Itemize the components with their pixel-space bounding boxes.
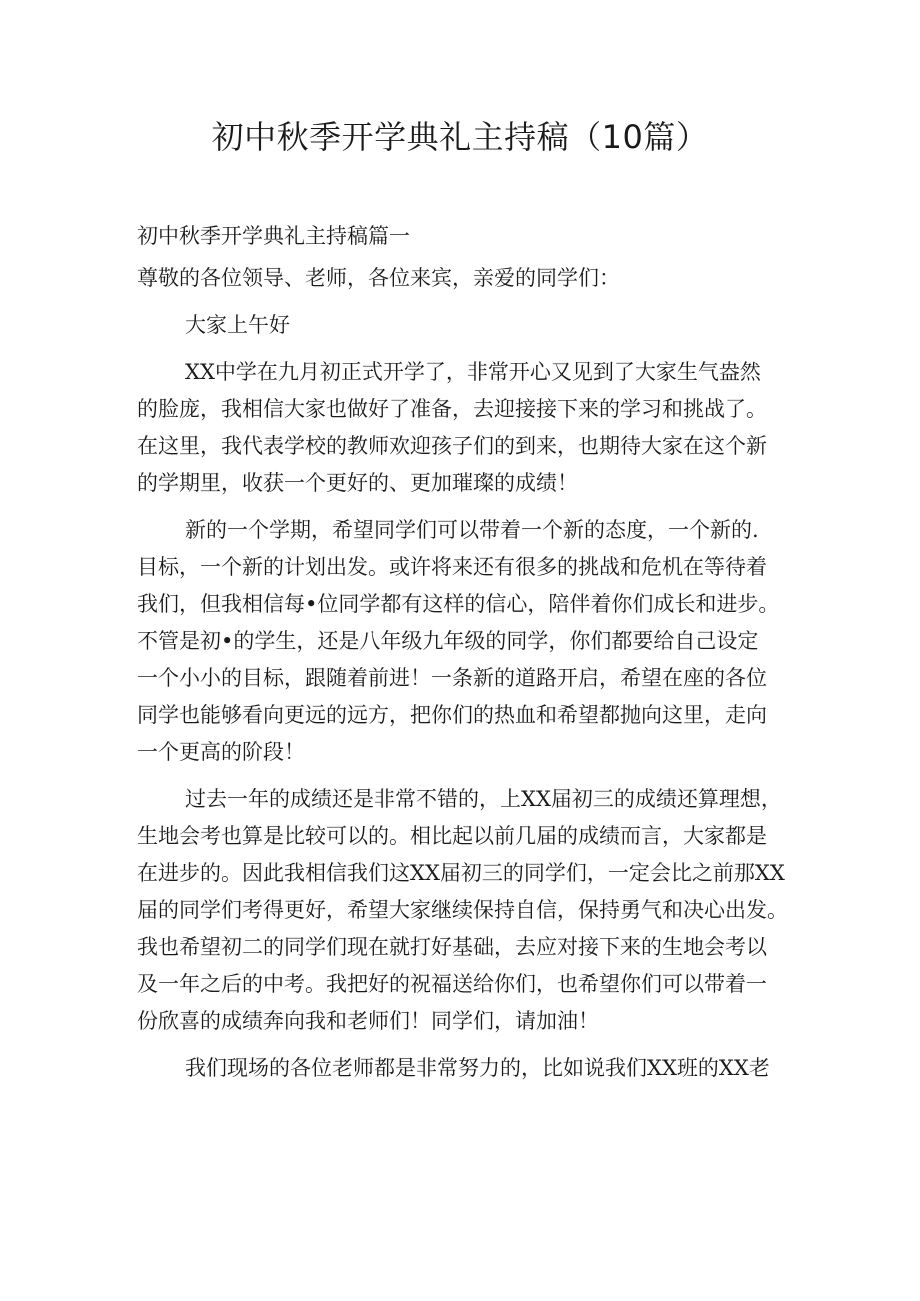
paragraph-line: 一个小小的目标，跟随着前进！一条新的道路开启，希望在座的各位 xyxy=(137,666,767,690)
paragraph-line: 届的同学们考得更好，希望大家继续保持自信，保持勇气和决心出发。 xyxy=(137,898,788,922)
greeting: 大家上午好 xyxy=(185,313,290,337)
document-title: 初中秋季开学典礼主持稿（10篇） xyxy=(211,118,709,156)
paragraph-line: 过去一年的成绩还是非常不错的，上XX届初三的成绩还算理想， xyxy=(185,787,782,811)
paragraph-line: 在进步的。因此我相信我们这XX届初三的同学们，一定会比之前那XX xyxy=(137,861,785,885)
paragraph-line: 我们现场的各位老师都是非常努力的，比如说我们XX班的XX老 xyxy=(185,1056,770,1080)
paragraph-line: 一个更高的阶段！ xyxy=(137,740,305,764)
paragraph-line: 及一年之后的中考。我把好的祝福送给你们，也希望你们可以带着一 xyxy=(137,972,767,996)
paragraph-line: 新的一个学期，希望同学们可以带着一个新的态度，一个新的. xyxy=(185,518,759,542)
paragraph-line: 的学期里，收获一个更好的、更加璀璨的成绩！ xyxy=(137,471,578,495)
paragraph-line: 目标，一个新的计划出发。或许将来还有很多的挑战和危机在等待着 xyxy=(137,555,767,579)
paragraph-line: 同学也能够看向更远的远方，把你们的热血和希望都抛向这里，走向 xyxy=(137,703,767,727)
paragraph-line: 不管是初•的学生，还是八年级九年级的同学，你们都要给自己设定 xyxy=(137,629,759,653)
paragraph-line: 份欣喜的成绩奔向我和老师们！同学们，请加油！ xyxy=(137,1009,599,1033)
salutation: 尊敬的各位领导、老师，各位来宾，亲爱的同学们： xyxy=(137,266,620,290)
paragraph-line: 我们，但我相信每•位同学都有这样的信心，陪伴着你们成长和进步。 xyxy=(137,592,780,616)
paragraph-line: 我也希望初二的同学们现在就打好基础，去应对接下来的生地会考以 xyxy=(137,935,767,959)
document-body xyxy=(137,218,787,1087)
section-heading: 初中秋季开学典礼主持稿篇一 xyxy=(137,224,410,248)
paragraph-line: 在这里，我代表学校的教师欢迎孩子们的到来，也期待大家在这个新 xyxy=(137,434,767,458)
paragraph-line: 生地会考也算是比较可以的。相比起以前几届的成绩而言，大家都是 xyxy=(137,824,767,848)
paragraph-line: XX中学在九月初正式开学了，非常开心又见到了大家生气盎然 xyxy=(185,360,761,384)
paragraph-line: 的脸庞，我相信大家也做好了准备，去迎接接下来的学习和挑战了。 xyxy=(137,397,767,421)
